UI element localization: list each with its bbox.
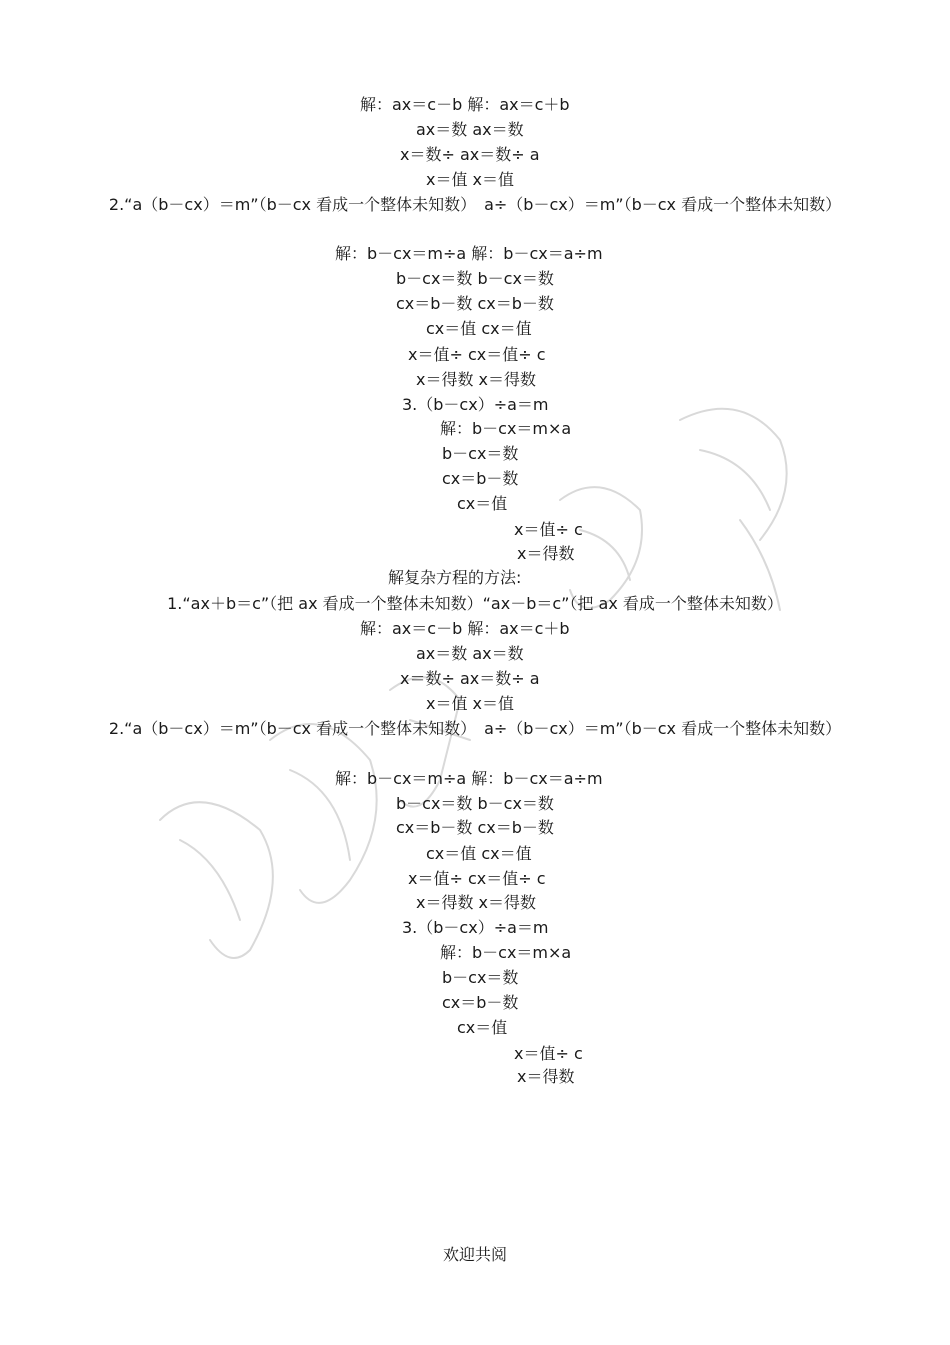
s2-line-3: x＝数÷ ax＝数÷ a	[400, 669, 540, 688]
s2-line-10: x＝值÷ cx＝值÷ c	[408, 869, 546, 888]
s1-line-18: x＝得数	[517, 544, 575, 563]
s1-line-17: x＝值÷ c	[514, 520, 583, 539]
s2-line-11: x＝得数 x＝得数	[416, 893, 537, 912]
s1-line-12: 3.（b－cx）÷a＝m	[402, 395, 549, 414]
page-footer: 欢迎共阅	[442, 1245, 507, 1264]
s2-line-4: x＝值 x＝值	[426, 694, 515, 713]
s1-line-1: 解：ax＝c－b 解：ax＝c＋b	[360, 95, 570, 114]
s1-line-15: cx＝b－数	[442, 469, 519, 488]
s2-line-14: b－cx＝数	[442, 968, 519, 987]
s2-line-2: ax＝数 ax＝数	[416, 644, 524, 663]
s2-line-1: 解：ax＝c－b 解：ax＝c＋b	[360, 619, 570, 638]
s2-heading: 解复杂方程的方法:	[388, 568, 522, 587]
s1-line-14: b－cx＝数	[442, 444, 519, 463]
s1-line-13: 解：b－cx＝m×a	[440, 419, 572, 438]
s2-line-6: 解：b－cx＝m÷a 解：b－cx＝a÷m	[335, 769, 603, 788]
s2-line-7: b－cx＝数 b－cx＝数	[396, 794, 554, 813]
s2-line-5: 2.“a（b－cx）＝m”（b－cx 看成一个整体未知数） a÷（b－cx）＝m”（b－cx 看成一个整体未知数）	[108, 719, 842, 738]
s2-line-18: x＝得数	[517, 1067, 575, 1086]
s2-line-13: 解：b－cx＝m×a	[440, 943, 572, 962]
s1-line-7: b－cx＝数 b－cx＝数	[396, 269, 554, 288]
s2-line-17: x＝值÷ c	[514, 1044, 583, 1063]
s2-line-8: cx＝b－数 cx＝b－数	[396, 818, 554, 837]
s1-line-10: x＝值÷ cx＝值÷ c	[408, 345, 546, 364]
s1-line-9: cx＝值 cx＝值	[426, 319, 532, 338]
s2-line-9: cx＝值 cx＝值	[426, 844, 532, 863]
s2-line-0: 1.“ax＋b＝c”（把 ax 看成一个整体未知数）“ax－b＝c”（把 ax 看成一个整体未知数）	[167, 594, 783, 613]
s2-line-16: cx＝值	[457, 1018, 508, 1037]
s1-line-5: 2.“a（b－cx）＝m”（b－cx 看成一个整体未知数） a÷（b－cx）＝m”（b－cx 看成一个整体未知数）	[108, 195, 842, 214]
s1-line-4: x＝值 x＝值	[426, 170, 515, 189]
s1-line-6: 解：b－cx＝m÷a 解：b－cx＝a÷m	[335, 244, 603, 263]
s2-line-12: 3.（b－cx）÷a＝m	[402, 918, 549, 937]
s1-line-2: ax＝数 ax＝数	[416, 120, 524, 139]
s1-line-8: cx＝b－数 cx＝b－数	[396, 294, 554, 313]
s1-line-11: x＝得数 x＝得数	[416, 370, 537, 389]
s2-line-15: cx＝b－数	[442, 993, 519, 1012]
s1-line-16: cx＝值	[457, 494, 508, 513]
s1-line-3: x＝数÷ ax＝数÷ a	[400, 145, 540, 164]
